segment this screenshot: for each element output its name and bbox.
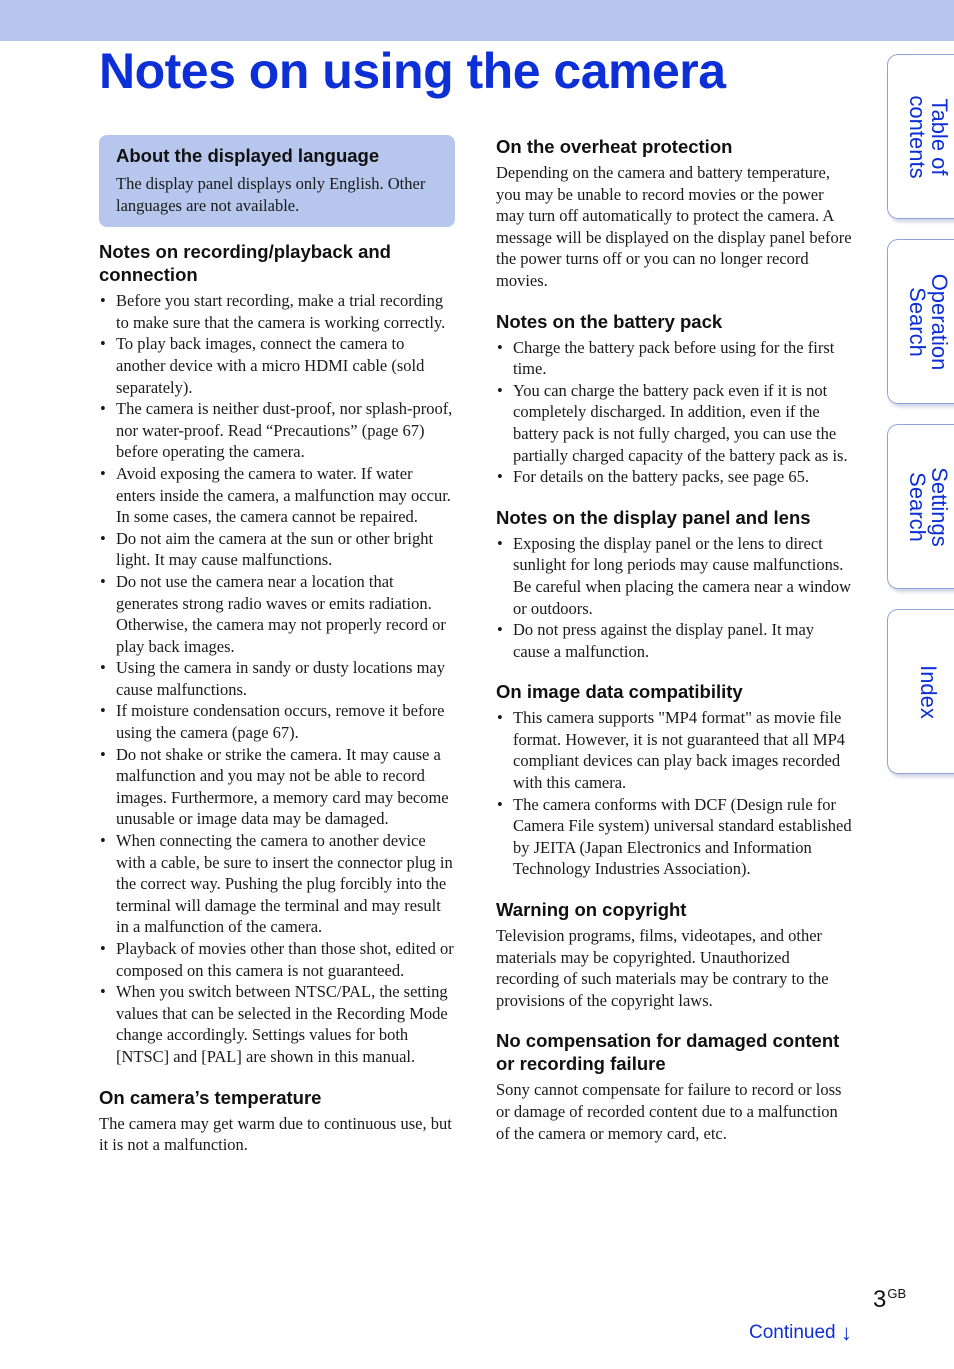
list-item: • Before you start recording, make a trial recording to make sure that the camera is working correctly. [99,290,455,333]
list-item: • When connecting the camera to another device with a cable, be sure to insert the connector plug in the correct way. Pushing the plug forcibly into the terminal will damage the terminal and may result in a malfunction of the camera. [99,830,455,938]
header-band [0,0,954,41]
tab-label: Index [916,664,941,719]
overheat-section [496,135,852,292]
recording-list [99,290,455,1067]
language-note-box [99,135,455,227]
list-item: • When you switch between NTSC/PAL, the setting values that can be selected in the Recording Mode change accordingly. Settings values for both [NTSC] and [PAL] are shown in this manual. [99,981,455,1067]
compensation-text: Sony cannot compensate for failure to record or loss or damage of recorded content due to a malfunction of the camera or memory card, etc. [496,1080,842,1143]
copyright-heading: Warning on copyright [496,899,687,921]
recording-section [99,240,455,1067]
list-item: • For details on the battery packs, see page 65. [496,466,852,488]
tab-index[interactable] [887,609,954,774]
list-item: • To play back images, connect the camera to another device with a micro HDMI cable (sold separately). [99,333,455,398]
continued-label: Continued [749,1322,836,1343]
compat-heading: On image data compatibility [496,681,743,703]
list-item: • Exposing the display panel or the lens to direct sunlight for long periods may cause malfunctions. Be careful when placing the camera near a window or outdoors. [496,533,852,619]
page-number: $3^{GB}$ [873,1286,907,1313]
page-title: Notes on using the camera [99,43,726,99]
list-item: • You can charge the battery pack even if it is not completely discharged. In addition, even if the battery pack is not fully charged, you can use the partially charged capacity of the battery pack as is. [496,380,852,466]
display-heading: Notes on the display panel and lens [496,506,811,528]
temperature-section [99,1086,455,1156]
language-text: The display panel displays only English. Other languages are not available. [116,174,426,215]
tab-label: Table of contents [905,94,952,179]
battery-list [496,337,852,488]
compensation-heading: No compensation for damaged content or recording failure [496,1030,840,1075]
list-item: • If moisture condensation occurs, remove it before using the camera (page 67). [99,700,455,743]
copyright-section [496,898,852,1011]
left-column [99,135,455,1174]
compensation-section [496,1029,852,1144]
display-list [496,533,852,663]
recording-heading: Notes on recording/playback and connection [99,241,391,286]
display-section [496,506,852,663]
list-item: • Charge the battery pack before using for the first time. [496,337,852,380]
copyright-text: Television programs, films, videotapes, and other materials may be copyrighted. Unauthorized recording of such materials may be contrary to the provisions of the copyright laws. [496,926,829,1010]
list-item: • This camera supports "MP4 format" as movie file format. However, it is not guaranteed that all MP4 compliant devices can play back images recorded with this camera. [496,707,852,793]
list-item: • Do not aim the camera at the sun or other bright light. It may cause malfunctions. [99,528,455,571]
list-item: • Using the camera in sandy or dusty locations may cause malfunctions. [99,657,455,700]
tab-label: Settings Search [905,466,952,547]
temperature-text: The camera may get warm due to continuous use, but it is not a malfunction. [99,1113,452,1155]
list-item: • Do not press against the display panel. It may cause a malfunction. [496,619,852,662]
overheat-heading: On the overheat protection [496,136,733,157]
tab-label: Operation Search [905,273,952,370]
tab-operation-search[interactable] [887,239,954,404]
compat-list [496,707,852,880]
list-item: • Playback of movies other than those shot, edited or composed on this camera is not guaranteed. [99,938,455,981]
battery-section [496,310,852,488]
list-item: • Avoid exposing the camera to water. If water enters inside the camera, a malfunction may occur. In some cases, the camera cannot be repaired. [99,463,455,528]
page-suffix: GB [887,1286,907,1301]
list-item: • Do not shake or strike the camera. It may cause a malfunction and you may not be able to record images. Furthermore, a memory card may become unusable or image data may be damaged. [99,744,455,830]
right-column [496,135,852,1162]
list-item: • The camera conforms with DCF (Design rule for Camera File system) universal standard established by JEITA (Japan Electronics and Information Technology Industries Association). [496,794,852,880]
battery-heading: Notes on the battery pack [496,310,723,332]
list-item: • Do not use the camera near a location that generates strong radio waves or emits radiation. Otherwise, the camera may not properly record or play back images. [99,571,455,657]
compat-section [496,680,852,880]
language-heading: About the displayed language [116,145,380,166]
tab-settings-search[interactable] [887,424,954,589]
temperature-heading: On camera’s temperature [99,1086,322,1108]
overheat-text: Depending on the camera and battery temperature, you may be unable to record movies or the power may turn off automatically to protect the camera. A message will be displayed on the display panel before the power turns off or you can no longer record movies. [496,163,852,290]
tab-table-of-contents[interactable] [887,54,954,219]
continued-link[interactable] [749,1322,852,1344]
arrow-down-icon: ↓ [840,1320,852,1345]
list-item: • The camera is neither dust-proof, nor splash-proof, nor water-proof. Read “Precautions” (page 67) before operating the camera. [99,398,455,463]
